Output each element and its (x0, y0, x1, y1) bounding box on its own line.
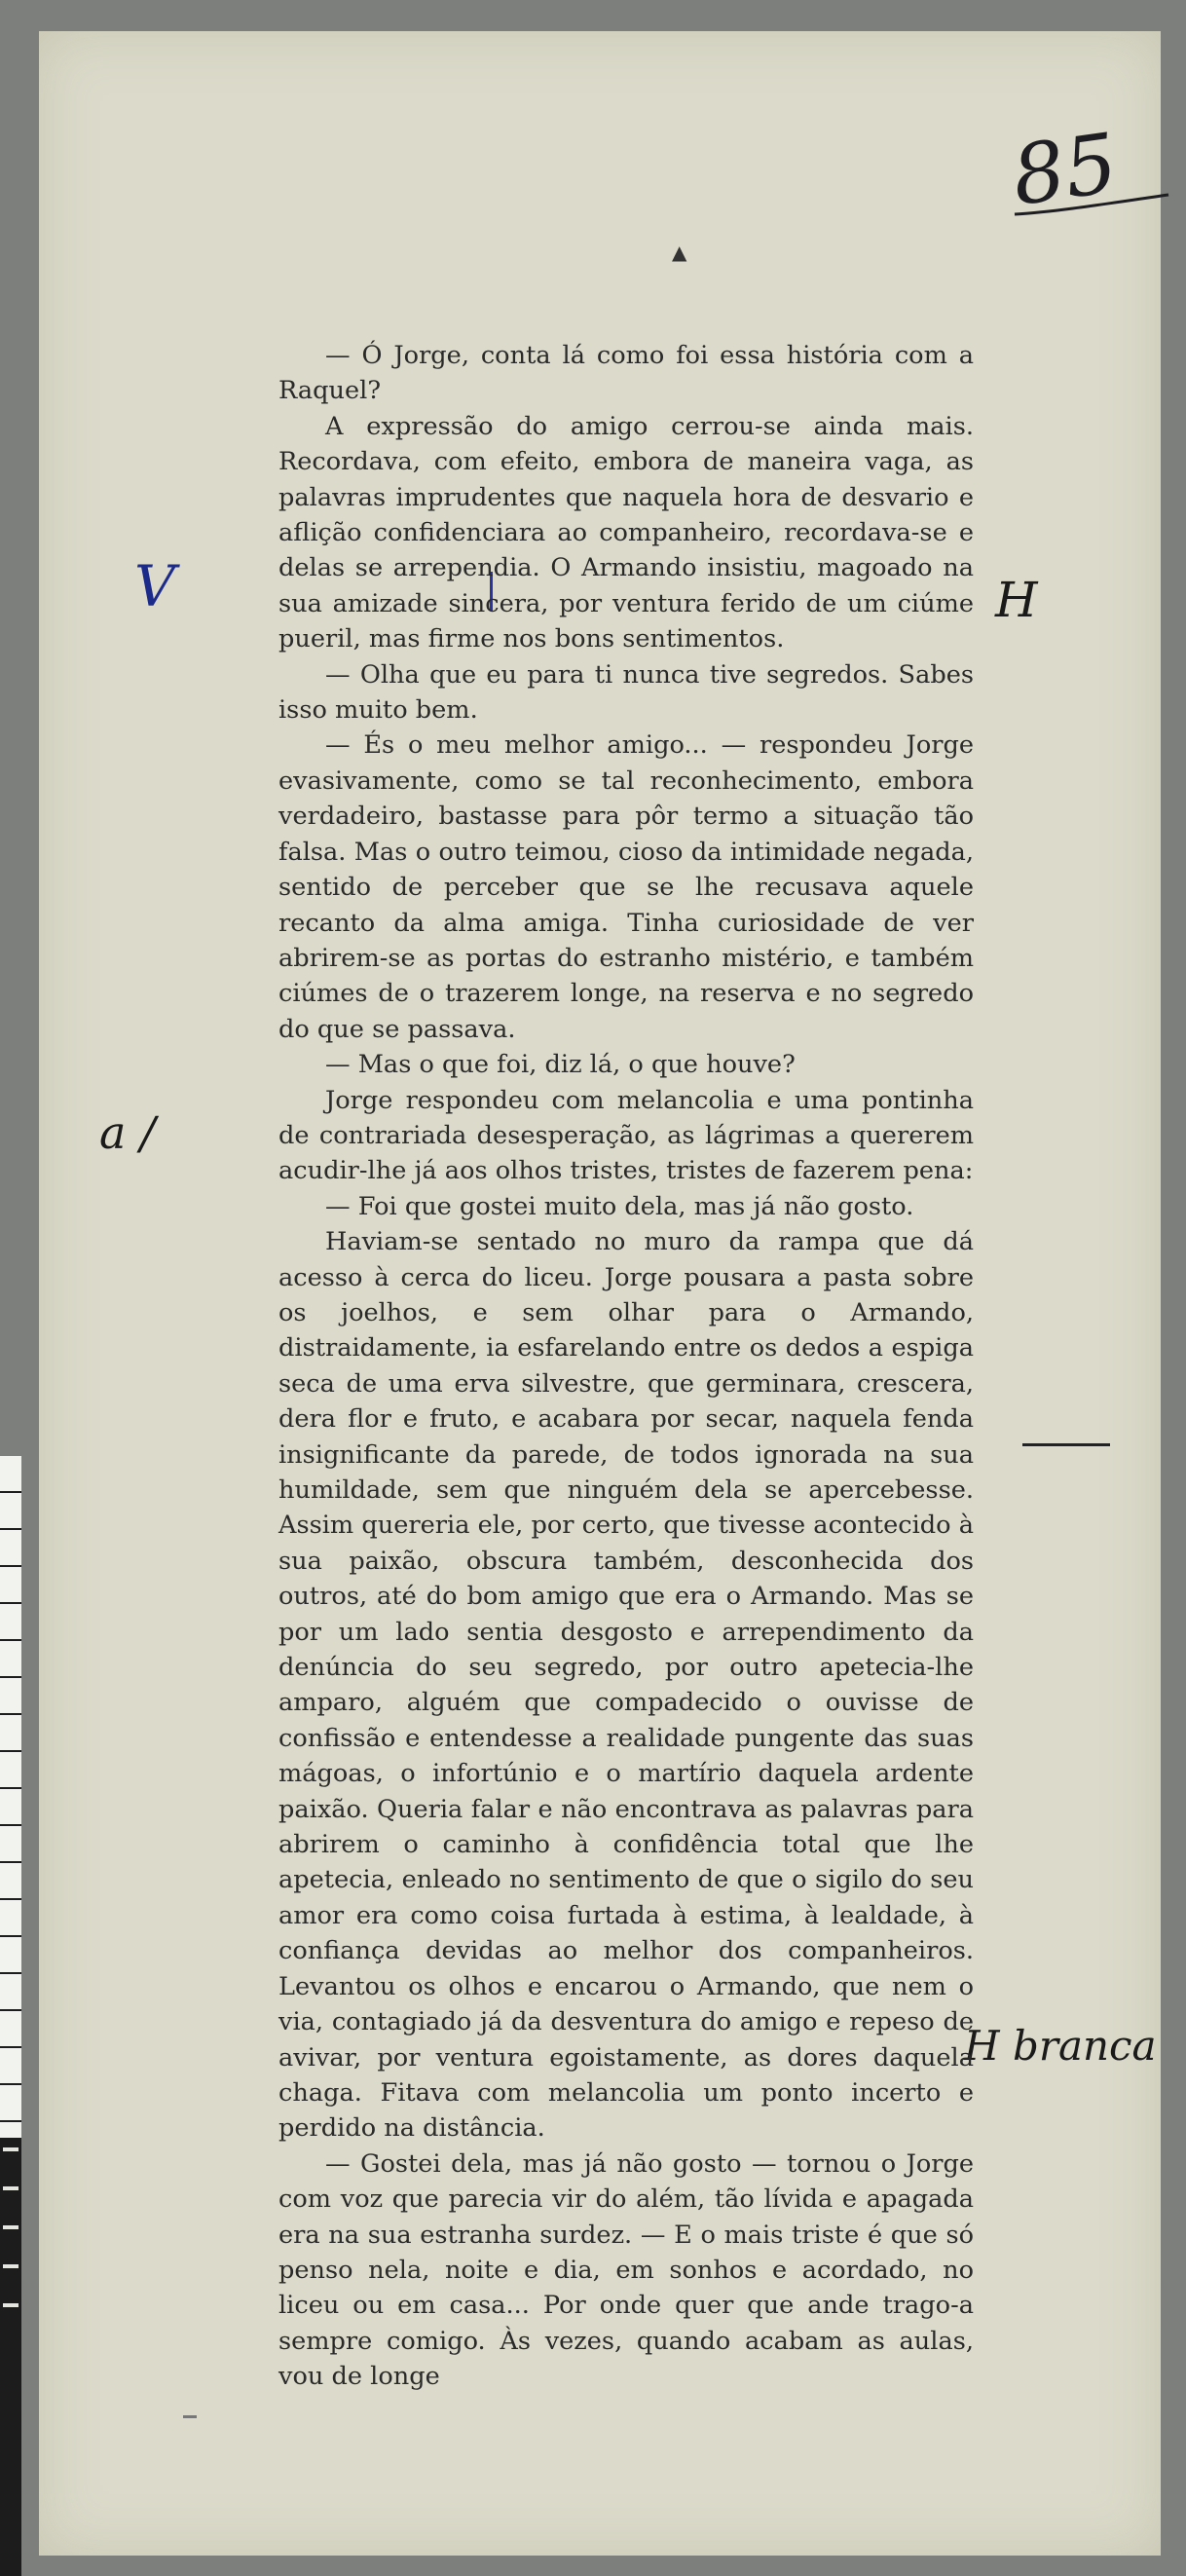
ink-speck: ▲ (672, 241, 687, 264)
scale-ruler-dark (0, 2138, 21, 2576)
margin-note-left-2: a / (99, 1106, 156, 1159)
margin-dash-mark (1022, 1443, 1110, 1446)
paragraph: — Gostei dela, mas já não gosto — tornou o Jorge com voz que parecia vir do além, tão lívida e apagada era na sua estranha surdez. — E o mais triste é que só penso nela, noite e dia, em sonhos e acordado, no liceu ou em casa... Por onde quer que ande trago-a sempre comigo. Às vezes, quando acabam as aulas, vou de longe (278, 2148, 974, 2392)
paragraph: A expressão do amigo cerrou-se ainda mais. Recordava, com efeito, embora de maneira vaga, as palavras imprudentes que naquela hora de desvario e aflição confidenciara ao companheiro, recordava-se e delas se arrependia. O Armando insistiu, magoado na sua amizade sincera, por ventura ferido de um ciúme pueril, mas firme nos bons sentimentos. (278, 411, 974, 654)
paragraph: — Ó Jorge, conta lá como foi essa história com a Raquel? (278, 341, 974, 406)
manuscript-page (39, 31, 1161, 2556)
margin-note-left-1: V (134, 553, 175, 619)
margin-note-right-1: H (995, 572, 1038, 628)
page-number-underline (1013, 129, 1178, 236)
paragraph: — Foi que gostei muito dela, mas já não gosto. (325, 1191, 914, 1221)
page-number-text: 85 (1006, 115, 1124, 224)
paragraph: — És o meu melhor amigo... — respondeu Jorge evasivamente, como se tal reconhecimento, embora verdadeiro, bastasse para pôr termo a situação tão falsa. Mas o outro teimou, cioso da intimidade negada, sentido de perceber que se lhe recusava aquele recanto da alma amiga. Tinha curiosidade de ver abrirem-se as portas do estranho mistério, e também ciúmes de o trazerem longe, na reserva e no segredo do que se passava. (278, 730, 974, 1044)
handwritten-page-number (1006, 115, 1178, 236)
paragraph: — Mas o que foi, diz lá, o que houve? (325, 1050, 796, 1080)
paragraph: Jorge respondeu com melancolia e uma pontinha de contrariada desesperação, as lágrimas a quererem acudir-lhe já aos olhos tristes, tristes de fazerem pena: (278, 1085, 974, 1186)
margin-note-right-2: H branca (964, 2022, 1157, 2070)
paragraph: Haviam-se sentado no muro da rampa que dá acesso à cerca do liceu. Jorge pousara a pasta sobre os joelhos, e sem olhar para o Armando, distraidamente, ia esfarelando entre os dedos a espiga seca de uma erva silvestre, que germinara, crescera, dera flor e fruto, e acabara por secar, naquela fenda insignificante da parede, de todos ignorada na sua humildade, sem que ninguém dela se apercebesse. Assim quereria ele, por certo, que tivesse acontecido à sua paixão, obscura também, desconhecida dos outros, até do bom amigo que era o Armando. Mas se por um lado sentia desgosto e arrependimento da denúncia do seu segredo, por outro apetecia-lhe amparo, alguém que compadecido o ouvisse de confissão e entendesse a realidade pungente das suas mágoas, o infortúnio e o martírio daquela ardente paixão. Queria falar e não encontrava as palavras para abrirem o caminho à confidência total que lhe apetecia, enleado no sentimento de que o sigilo do seu amor era como coisa furtada à estima, à lealdade, à confiança devidas ao melhor dos companheiros. Levantou os olhos e encarou o Armando, que nem o via, contagiado já da desventura do amigo e repeso de avivar, por ventura egoistamente, as dores daquela chaga. Fitava com melancolia um ponto incerto e perdido na distância. (278, 1227, 974, 2144)
pencil-mark (183, 2415, 197, 2418)
scale-ruler (0, 1456, 21, 2138)
paragraph: — Olha que eu para ti nunca tive segredos. Sabes isso muito bem. (278, 659, 974, 726)
typed-text-body (278, 338, 974, 2395)
